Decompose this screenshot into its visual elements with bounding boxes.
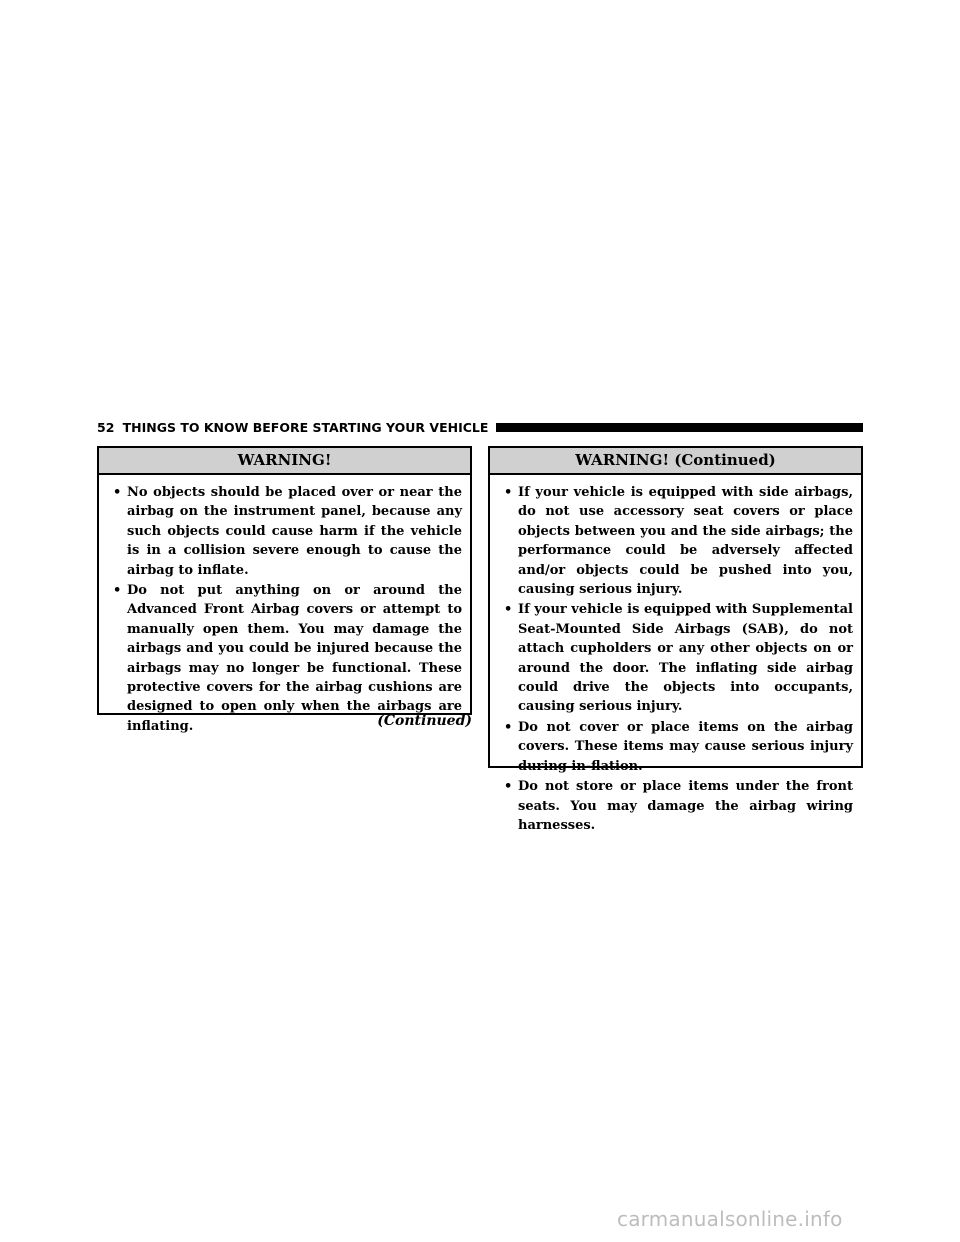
- warning-item-text: Do not cover or place items on the airbag covers. These items may cause serious injury during in-flation.: [518, 719, 853, 774]
- warning-item: [504, 718, 853, 776]
- warning-item-text: Do not store or place items under the front seats. You may damage the airbag wiring harnesses.: [518, 779, 853, 833]
- warning-item-text: If your vehicle is equipped with Supplemental Seat-Mounted Side Airbags (SAB), do not attach cupholders or any other objects on or around the door. The inflating side airbag could drive the objects into occupants, causing serious injury.: [518, 602, 853, 715]
- warning-item: [504, 777, 853, 835]
- warning-item: [504, 483, 853, 599]
- bullet-icon: •: [504, 779, 513, 795]
- header-rule: [496, 423, 863, 432]
- warning-list: [99, 475, 470, 736]
- warning-item: [113, 483, 462, 580]
- bullet-icon: •: [504, 485, 513, 500]
- warning-item: [504, 600, 853, 716]
- page-header: [97, 418, 863, 436]
- bullet-icon: •: [504, 719, 513, 735]
- warning-title: WARNING!: [99, 448, 470, 475]
- warning-list: [490, 475, 861, 835]
- warning-item-text: If your vehicle is equipped with side airbags, do not use accessory seat covers or place objects between you and the side airbags; the performance could be adversely affected and/or objects could be pushed into you, causing serious injury.: [518, 485, 853, 598]
- page-number: 52: [97, 419, 115, 435]
- watermark: carmanualsonline.info: [617, 1207, 843, 1231]
- warning-item-text: No objects should be placed over or near the airbag on the instrument panel, because any such objects could cause harm if the vehicle is in a collision severe enough to cause the airbag to inflate.: [127, 485, 462, 578]
- bullet-icon: •: [113, 485, 122, 500]
- continued-label: (Continued): [377, 713, 472, 729]
- section-title: THINGS TO KNOW BEFORE STARTING YOUR VEHICLE: [122, 419, 489, 435]
- bullet-icon: •: [113, 583, 122, 599]
- warning-box-right: [488, 446, 863, 833]
- bullet-icon: •: [504, 602, 513, 618]
- warning-item-text: Do not put anything on or around the Advanced Front Airbag covers or attempt to manually open them. You may damage the airbags and you could be injured because the airbags may no longer be functional. These protective covers for the airbag cushions are designed to open only when the airbags are inflating.: [127, 583, 462, 734]
- warning-title: WARNING! (Continued): [490, 448, 861, 475]
